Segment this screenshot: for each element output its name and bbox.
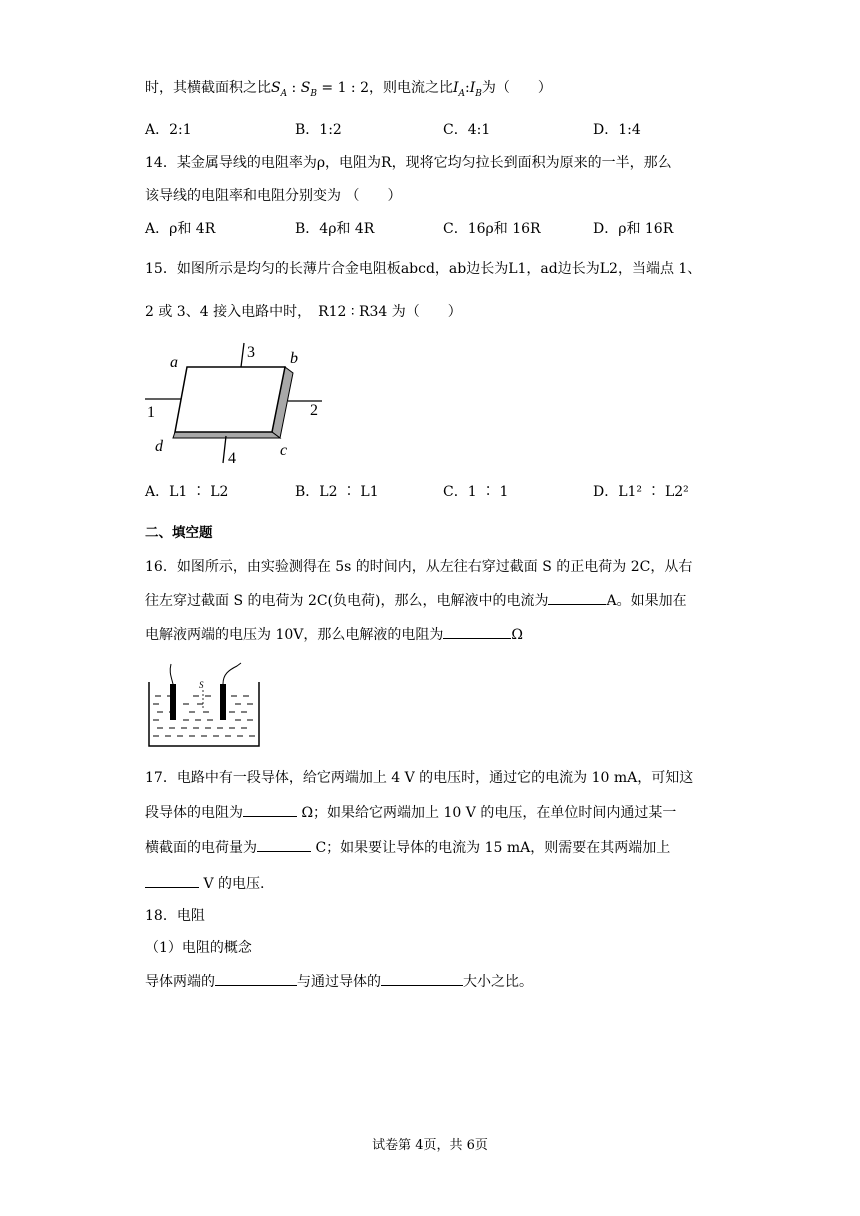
- q14-option-a[interactable]: A．ρ和 4R: [145, 221, 216, 237]
- terminal-label-2: 2: [310, 402, 318, 419]
- q18-blank-2[interactable]: [381, 971, 463, 986]
- q17-blank-voltage[interactable]: [145, 873, 199, 888]
- q15-stem-line2: 2 或 3、4 接入电路中时， R12 ∶ R34 为（ ）: [145, 304, 462, 320]
- q18-subtitle: （1）电阻的概念: [145, 940, 252, 956]
- terminal-label-1: 1: [147, 404, 155, 421]
- vertex-label-d: d: [155, 438, 163, 455]
- q17-stem-line1: 17．电路中有一段导体，给它两端加上 4 V 的电压时，通过它的电流为 10 mA，可知这: [145, 770, 694, 786]
- q16-stem-line3: 电解液两端的电压为 10V，那么电解液的电阻为 Ω: [145, 624, 523, 645]
- electrolysis-figure: [145, 660, 265, 750]
- section-heading-fill-blank: 二、填空题: [145, 525, 213, 541]
- page-footer: 试卷第 4页，共 6页: [372, 1138, 488, 1153]
- q17-stem-line3: 横截面的电荷量为 C；如果要让导体的电流为 15 mA，则需要在其两端加上: [145, 837, 670, 858]
- q15-option-b[interactable]: B．L2 ∶ L1: [295, 484, 379, 500]
- q15-option-c[interactable]: C．1 ∶ 1: [443, 484, 509, 500]
- q14-options: [145, 219, 725, 239]
- terminal-label-3: 3: [247, 344, 255, 361]
- terminal-label-4: 4: [228, 450, 236, 467]
- q13-option-d[interactable]: D．1:4: [593, 122, 641, 138]
- section-label-s: S: [199, 680, 204, 690]
- resistor-plate-figure: [140, 335, 340, 470]
- q18-stem: 导体两端的 与通过导体的 大小之比。: [145, 971, 533, 992]
- q15-option-d[interactable]: D．L1² ∶ L2²: [593, 484, 689, 500]
- q16-blank-current[interactable]: [548, 590, 606, 605]
- q13-option-c[interactable]: C．4:1: [443, 122, 491, 138]
- vertex-label-b: b: [290, 350, 298, 367]
- q15-options: [145, 482, 725, 502]
- q14-stem-line2: 该导线的电阻率和电阻分别变为 （ ）: [145, 188, 402, 204]
- vertex-label-a: a: [170, 354, 178, 371]
- q14-stem-line1: 14．某金属导线的电阻率为ρ，电阻为R，现将它均匀拉长到面积为原来的一半，那么: [145, 155, 672, 171]
- q14-option-b[interactable]: B．4ρ和 4R: [295, 221, 375, 237]
- q17-stem-line2: 段导体的电阻为 Ω；如果给它两端加上 10 V 的电压，在单位时间内通过某一: [145, 802, 676, 823]
- q16-stem-line1: 16．如图所示，由实验测得在 5s 的时间内，从左往右穿过截面 S 的正电荷为 2C，从右: [145, 559, 693, 575]
- q18-title: 18．电阻: [145, 908, 205, 924]
- q16-stem-line2: 往左穿过截面 S 的电荷为 2C(负电荷)，那么，电解液中的电流为 A。如果加在: [145, 590, 687, 611]
- q15-stem-line1: 15．如图所示是均匀的长薄片合金电阻板abcd，ab边长为L1，ad边长为L2，当端点 1、: [145, 261, 702, 277]
- q14-option-c[interactable]: C．16ρ和 16R: [443, 221, 541, 237]
- q17-blank-resistance[interactable]: [243, 802, 297, 817]
- q18-blank-1[interactable]: [215, 971, 297, 986]
- q17-stem-line4: V 的电压.: [145, 873, 264, 894]
- q15-option-a[interactable]: A．L1 ∶ L2: [145, 484, 229, 500]
- q13-option-b[interactable]: B．1:2: [295, 122, 342, 138]
- q14-option-d[interactable]: D．ρ和 16R: [593, 221, 674, 237]
- q16-blank-resistance[interactable]: [443, 624, 511, 639]
- q17-blank-charge[interactable]: [257, 837, 311, 852]
- q13-option-a[interactable]: A．2:1: [145, 122, 192, 138]
- q13-options: [145, 120, 725, 140]
- vertex-label-c: c: [280, 442, 288, 459]
- q13-line: 时，其横截面积之比$S_A$ : $S_B = 1$ : 2，则电流之比$I_A:I_B$为（ ）: [145, 80, 552, 99]
